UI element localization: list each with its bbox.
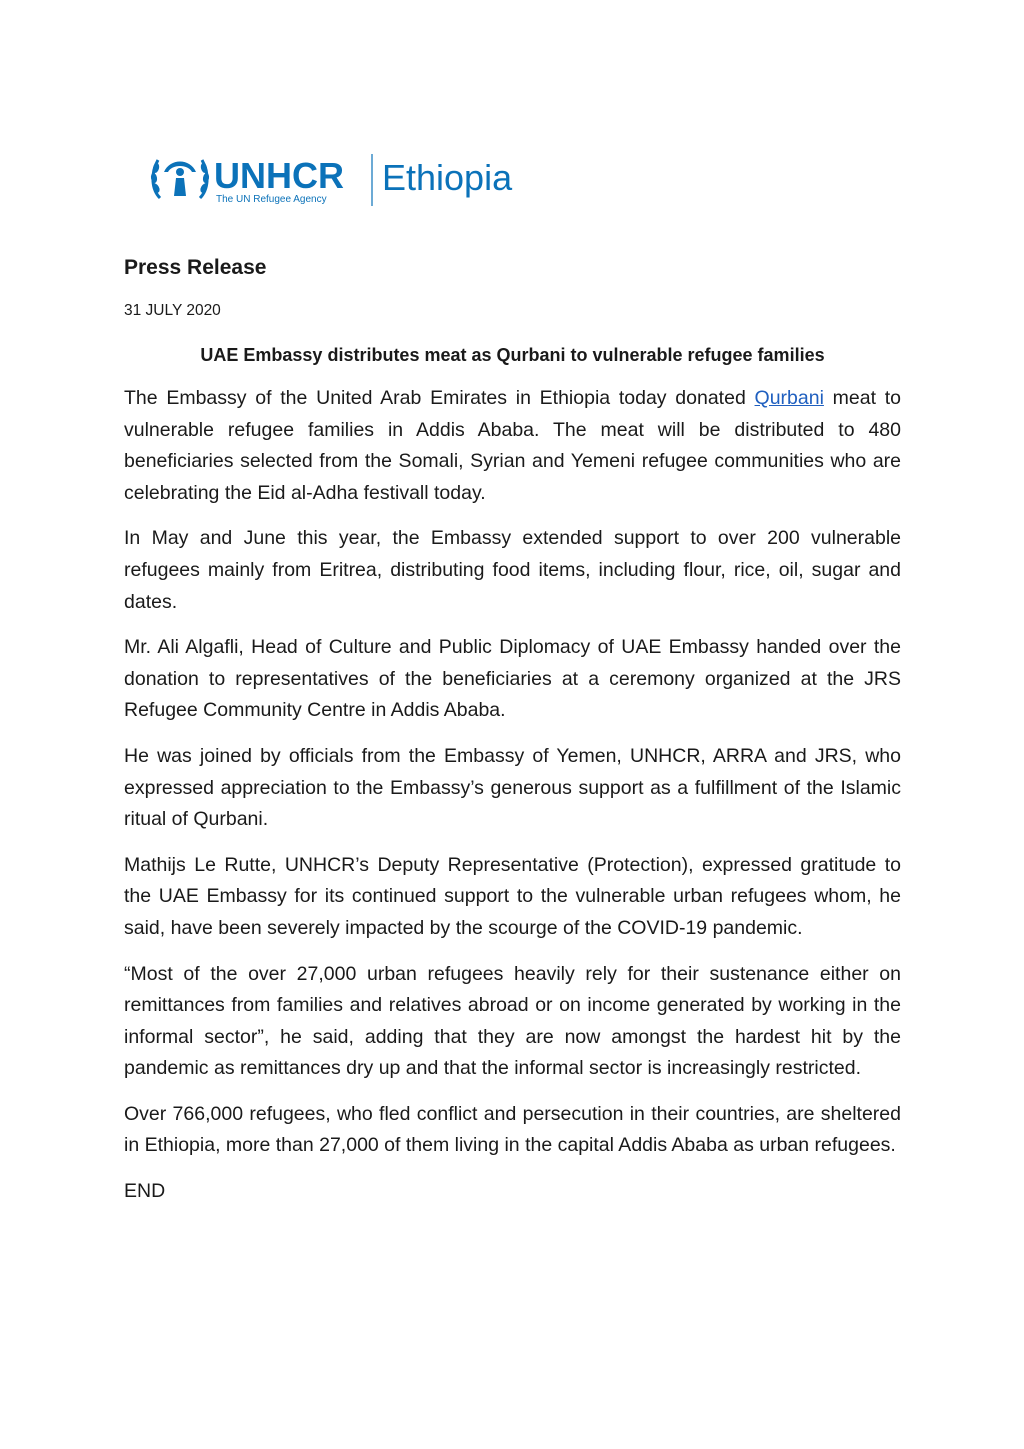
headline: UAE Embassy distributes meat as Qurbani to vulnerable refugee families <box>200 345 825 365</box>
paragraph-3: Mr. Ali Algafli, Head of Culture and Public Diplomacy of UAE Embassy handed over the donation to representatives of the beneficiaries at a ceremony organized at the JRS Refugee Community Centre in Addis Ababa. <box>124 636 901 722</box>
qurbani-link[interactable]: Qurbani <box>754 387 824 409</box>
country-text: Ethiopia <box>382 157 513 198</box>
paragraph-1-text-start: The Embassy of the United Arab Emirates in Ethiopia today donated <box>124 387 755 409</box>
paragraph-2: In May and June this year, the Embassy extended support to over 200 vulnerable refugees mainly from Eritrea, distributing food items, including flour, rice, oil, sugar and dates. <box>124 527 901 613</box>
tagline-text: The UN Refugee Agency <box>216 194 327 205</box>
brand-text: UNHCR <box>214 155 344 196</box>
paragraph-5: Mathijs Le Rutte, UNHCR’s Deputy Representative (Protection), expressed gratitude to the UAE Embassy for its continued support to the vulnerable urban refugees whom, he said, have been severely impacted by the scourge of the COVID-19 pandemic. <box>124 853 901 939</box>
paragraph-4: He was joined by officials from the Embassy of Yemen, UNHCR, ARRA and JRS, who expressed appreciation to the Embassy’s generous support as a fulfillment of the Islamic ritual of Qurbani. <box>124 744 901 831</box>
paragraph-1-text-end: meat to vulnerable refugee families in Addis Ababa. The meat will be distributed to 480 beneficiaries selected from the Somali, Syrian and Yemeni refugee communities who are celebrating the Eid al-Adha festivall today. <box>124 387 901 504</box>
unhcr-ethiopia-logo <box>150 150 530 210</box>
end-marker: END <box>124 1180 166 1203</box>
press-release-content <box>124 252 901 1207</box>
press-release-label: Press Release <box>124 256 267 279</box>
release-date: 31 JULY 2020 <box>124 302 221 319</box>
unhcr-emblem-icon <box>150 150 530 210</box>
paragraph-7: Over 766,000 refugees, who fled conflict and persecution in their countries, are sheltered in Ethiopia, more than 27,000 of them living in the capital Addis Ababa as urban refugees. <box>124 1102 901 1157</box>
paragraph-1 <box>124 383 901 509</box>
paragraph-6: “Most of the over 27,000 urban refugees heavily rely for their sustenance either on remittances from families and relatives abroad or on income generated by working in the informal sector”, he said, adding that they are now amongst the hardest hit by the pandemic as remittances dry up and that the informal sector is increasingly restricted. <box>124 962 901 1080</box>
